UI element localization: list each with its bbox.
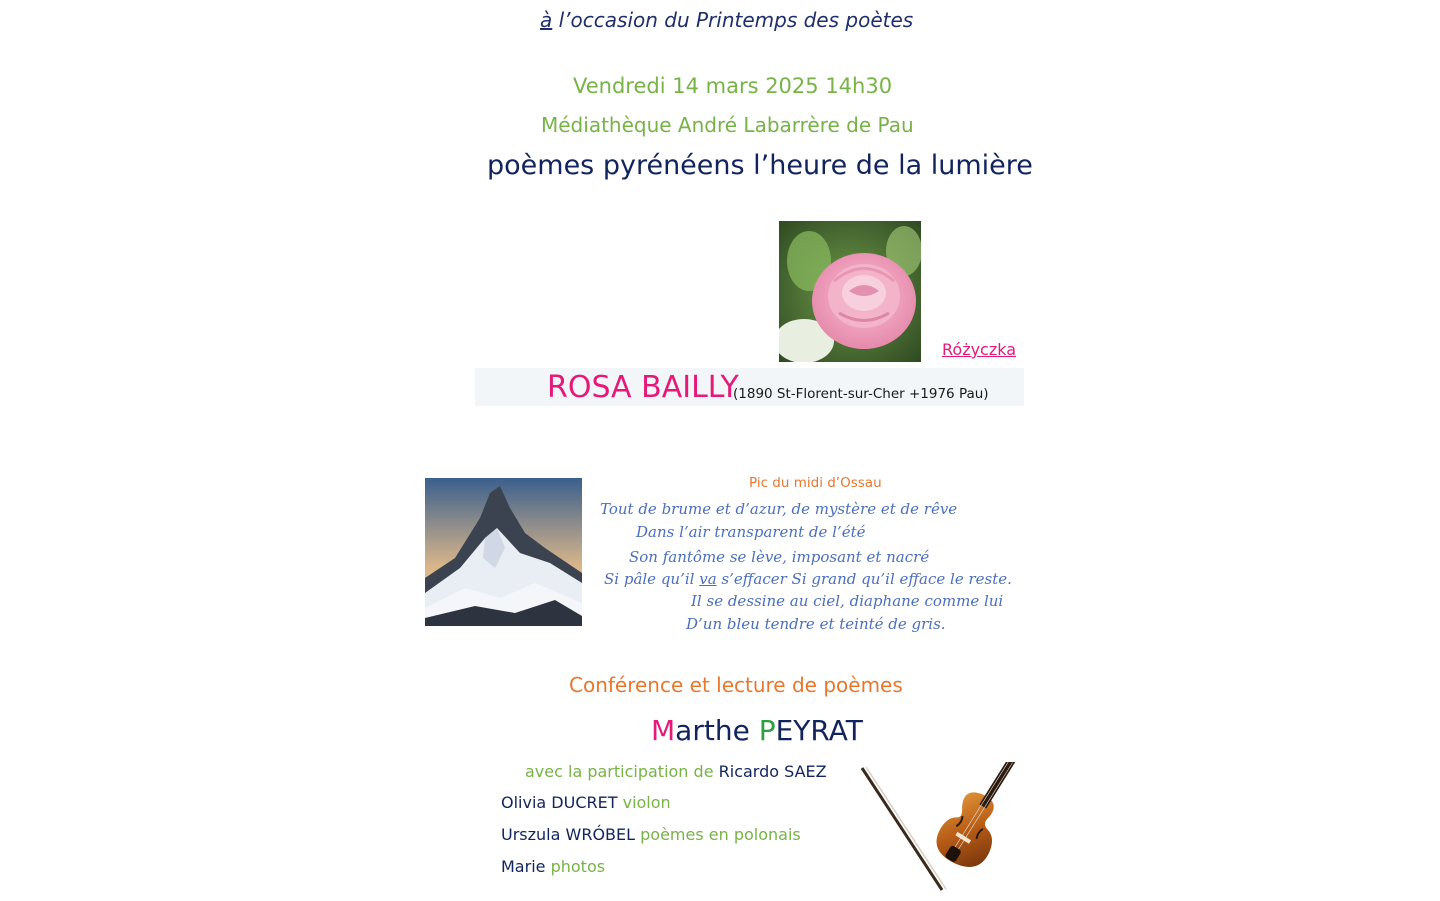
poem-line-6: D’un bleu tendre et teinté de gris. [686, 615, 946, 633]
page-title: poèmes pyrénéens l’heure de la lumière [487, 150, 1033, 181]
subtitle [540, 8, 913, 32]
participation-name: Ricardo SAEZ [718, 762, 827, 781]
speaker-initial-last: P [758, 714, 776, 747]
mountain-photo-icon [425, 478, 582, 626]
speaker-last-rest: EYRAT [775, 714, 863, 747]
subtitle-prefix: à [540, 8, 553, 32]
poem-line-5: Il se dessine au ciel, diaphane comme lui [691, 592, 1004, 610]
participant-row [501, 857, 605, 876]
participant-role: poèmes en polonais [640, 825, 801, 844]
participant-name: Urszula WRÓBEL [501, 825, 636, 844]
participant-name: Marie [501, 857, 546, 876]
subtitle-rest: l’occasion du Printemps des poètes [552, 8, 914, 32]
event-date: Vendredi 14 mars 2025 14h30 [573, 74, 893, 98]
poem-line-4-a: Si pâle qu’il [604, 570, 700, 588]
conference-heading: Conférence et lecture de poèmes [569, 673, 903, 697]
poem-line-4 [604, 570, 1012, 588]
participant-role: violon [622, 793, 671, 812]
poem-line-1: Tout de brume et d’azur, de mystère et de rêve [600, 500, 958, 518]
speaker-first-rest: arthe [675, 714, 759, 747]
speaker-initial-first: M [651, 714, 676, 747]
participant-row [501, 825, 801, 844]
violin-icon [850, 762, 1020, 897]
poet-name: ROSA BAILLY [547, 370, 739, 405]
poem-line-4-b: s’effacer Si grand qu’il efface le reste. [716, 570, 1012, 588]
rose-caption: Różyczka [942, 340, 1017, 359]
poem-line-3: Son fantôme se lève, imposant et nacré [629, 548, 930, 566]
participation-line [525, 762, 827, 781]
speaker-name [651, 714, 863, 747]
participant-role: photos [550, 857, 606, 876]
poem-line-4-underlined: va [699, 570, 717, 588]
rose-photo-icon [779, 221, 921, 362]
event-venue: Médiathèque André Labarrère de Pau [541, 113, 914, 137]
poet-dates: (1890 St-Florent-sur-Cher +1976 Pau) [733, 386, 989, 402]
participant-row [501, 793, 671, 812]
poem-line-2: Dans l’air transparent de l’été [636, 523, 866, 541]
participation-label: avec la participation de [525, 762, 714, 781]
participant-name: Olivia DUCRET [501, 793, 618, 812]
poem-title: Pic du midi d’Ossau [749, 475, 882, 491]
